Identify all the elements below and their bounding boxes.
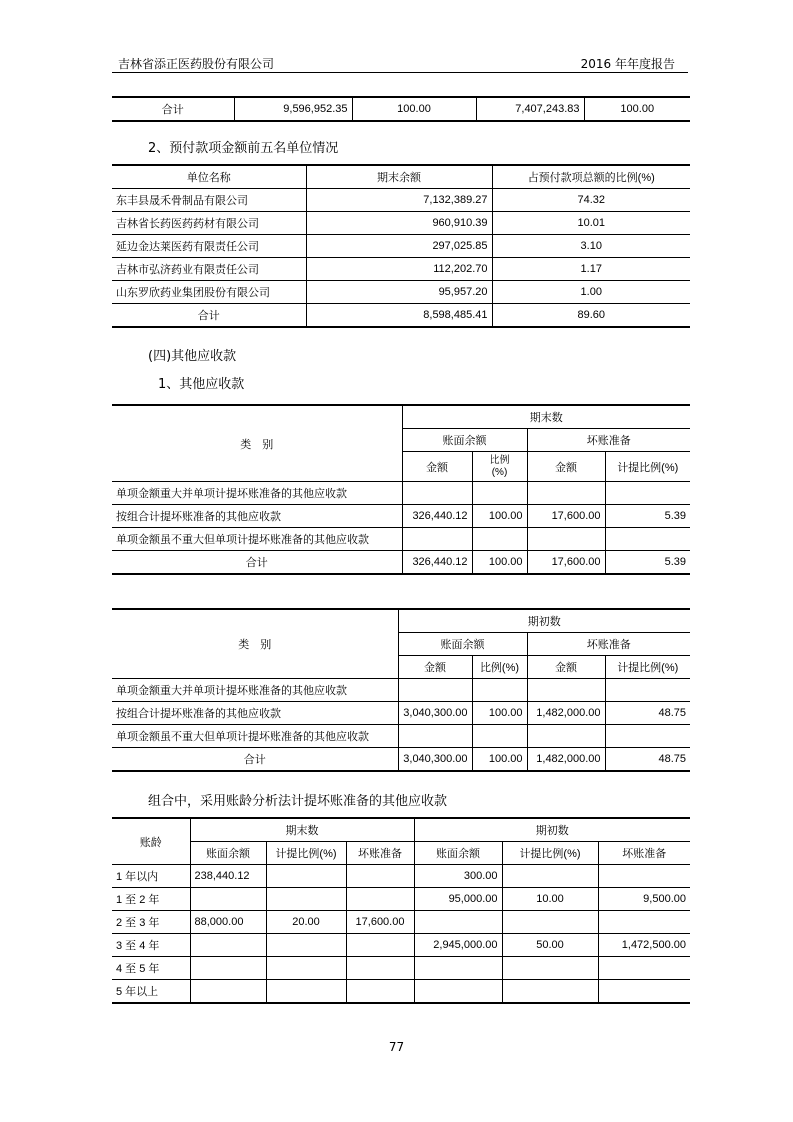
cell	[605, 679, 690, 702]
total-cell: 7,407,243.83	[476, 97, 584, 121]
cell: 2,945,000.00	[414, 934, 502, 957]
cell: 960,910.39	[306, 212, 492, 235]
cell: 50.00	[502, 934, 598, 957]
table-header-row	[112, 405, 690, 429]
cell: 20.00	[266, 911, 346, 934]
cell: 5.39	[605, 551, 690, 575]
prior-table-total	[112, 96, 690, 122]
cell: 74.32	[492, 189, 690, 212]
cell: 100.00	[472, 551, 527, 575]
column-header: 账面余额	[414, 842, 502, 865]
table-row	[112, 911, 690, 934]
period-header: 期初数	[398, 609, 690, 633]
cell	[598, 980, 690, 1004]
cell	[190, 957, 266, 980]
table-row	[112, 865, 690, 888]
cell: 3,040,300.00	[398, 748, 472, 772]
cell	[266, 934, 346, 957]
section-title-aging: 组合中，采用账龄分析法计提坏账准备的其他应收款	[148, 794, 448, 809]
prepay-table	[112, 164, 690, 328]
cell	[266, 865, 346, 888]
section-title-other-receivables: (四)其他应收款	[148, 349, 237, 364]
table-row	[112, 97, 690, 121]
cell: 5.39	[605, 505, 690, 528]
column-header: 计提比例(%)	[605, 656, 690, 679]
table-row	[112, 482, 690, 505]
cell: 17,600.00	[527, 505, 605, 528]
cell: 4 至 5 年	[112, 957, 190, 980]
cell: 297,025.85	[306, 235, 492, 258]
cell	[598, 865, 690, 888]
cell: 吉林市弘济药业有限责任公司	[112, 258, 306, 281]
cell: 1,482,000.00	[527, 748, 605, 772]
column-header: 占预付款项总额的比例(%)	[492, 165, 690, 189]
table-row	[112, 748, 690, 772]
table-row	[112, 281, 690, 304]
cell	[598, 911, 690, 934]
company-name: 吉林省添正医药股份有限公司	[118, 57, 275, 71]
cell: 3,040,300.00	[398, 702, 472, 725]
column-header: 金额	[398, 656, 472, 679]
cell	[346, 888, 414, 911]
cell: 合计	[112, 304, 306, 328]
cell	[605, 482, 690, 505]
section-title-prepay: 2、预付款项金额前五名单位情况	[148, 141, 339, 156]
cell	[502, 957, 598, 980]
column-header: 比例(%)	[472, 656, 527, 679]
book-balance-header: 账面余额	[398, 633, 527, 656]
cell	[598, 957, 690, 980]
cell: 1,482,000.00	[527, 702, 605, 725]
cell: 10.01	[492, 212, 690, 235]
cell	[414, 957, 502, 980]
cell: 100.00	[472, 748, 527, 772]
column-header: 计提比例(%)	[605, 452, 690, 482]
ratio-unit: (%)	[491, 466, 508, 478]
cell: 1,472,500.00	[598, 934, 690, 957]
cell	[414, 911, 502, 934]
cell	[527, 528, 605, 551]
cell	[527, 679, 605, 702]
table-header-row	[112, 609, 690, 633]
table-row	[112, 702, 690, 725]
cell: 东丰县晟禾骨制品有限公司	[112, 189, 306, 212]
cell	[346, 934, 414, 957]
column-header: 坏账准备	[598, 842, 690, 865]
column-header: 计提比例(%)	[502, 842, 598, 865]
table-row	[112, 235, 690, 258]
cell: 95,000.00	[414, 888, 502, 911]
cell: 112,202.70	[306, 258, 492, 281]
table-row	[112, 957, 690, 980]
cell: 单项金额重大并单项计提坏账准备的其他应收款	[112, 679, 398, 702]
begin-period-table	[112, 608, 690, 772]
column-header	[472, 452, 527, 482]
cell: 95,957.20	[306, 281, 492, 304]
cell	[502, 980, 598, 1004]
page-number: 77	[388, 1040, 405, 1054]
cell	[605, 528, 690, 551]
cell: 合计	[112, 551, 402, 575]
report-title: 2016 年年度报告	[580, 57, 675, 71]
cell: 1.00	[492, 281, 690, 304]
cell: 合计	[112, 748, 398, 772]
cell: 10.00	[502, 888, 598, 911]
cell	[190, 980, 266, 1004]
cell: 按组合计提坏账准备的其他应收款	[112, 702, 398, 725]
table-row	[112, 679, 690, 702]
cell	[190, 888, 266, 911]
total-cell: 9,596,952.35	[234, 97, 352, 121]
category-header: 类 别	[112, 609, 398, 679]
aging-table	[112, 817, 690, 1004]
table-row	[112, 980, 690, 1004]
table-row	[112, 888, 690, 911]
table-row	[112, 725, 690, 748]
cell: 48.75	[605, 748, 690, 772]
cell	[346, 980, 414, 1004]
category-header: 类 别	[112, 405, 402, 482]
cell: 2 至 3 年	[112, 911, 190, 934]
cell: 89.60	[492, 304, 690, 328]
end-period-header: 期末数	[190, 818, 414, 842]
cell	[472, 528, 527, 551]
cell: 1 至 2 年	[112, 888, 190, 911]
table-row	[112, 304, 690, 328]
cell: 吉林省长药医药药材有限公司	[112, 212, 306, 235]
cell: 100.00	[472, 505, 527, 528]
cell: 3.10	[492, 235, 690, 258]
cell: 326,440.12	[402, 505, 472, 528]
cell: 延边金达莱医药有限责任公司	[112, 235, 306, 258]
column-header: 坏账准备	[346, 842, 414, 865]
cell	[502, 865, 598, 888]
cell: 按组合计提坏账准备的其他应收款	[112, 505, 402, 528]
column-header: 单位名称	[112, 165, 306, 189]
cell	[502, 911, 598, 934]
header-divider	[112, 72, 688, 73]
bad-debt-header: 坏账准备	[527, 429, 690, 452]
cell: 7,132,389.27	[306, 189, 492, 212]
bad-debt-header: 坏账准备	[527, 633, 690, 656]
cell: 88,000.00	[190, 911, 266, 934]
cell	[346, 957, 414, 980]
age-header: 账龄	[112, 818, 190, 865]
cell: 17,600.00	[527, 551, 605, 575]
cell	[527, 725, 605, 748]
cell	[266, 957, 346, 980]
cell	[266, 980, 346, 1004]
cell	[398, 679, 472, 702]
column-header: 账面余额	[190, 842, 266, 865]
cell: 单项金额重大并单项计提坏账准备的其他应收款	[112, 482, 402, 505]
begin-period-header: 期初数	[414, 818, 690, 842]
cell: 1 年以内	[112, 865, 190, 888]
cell: 单项金额虽不重大但单项计提坏账准备的其他应收款	[112, 528, 402, 551]
table-header-row	[112, 165, 690, 189]
cell: 48.75	[605, 702, 690, 725]
cell	[414, 980, 502, 1004]
table-row	[112, 551, 690, 575]
cell	[472, 725, 527, 748]
cell	[605, 725, 690, 748]
cell: 1.17	[492, 258, 690, 281]
cell	[346, 865, 414, 888]
column-header: 计提比例(%)	[266, 842, 346, 865]
total-label: 合计	[112, 97, 234, 121]
cell: 9,500.00	[598, 888, 690, 911]
period-header: 期末数	[402, 405, 690, 429]
cell: 326,440.12	[402, 551, 472, 575]
cell: 17,600.00	[346, 911, 414, 934]
cell	[402, 482, 472, 505]
subsection-title: 1、其他应收款	[158, 377, 245, 392]
ratio-label: 比例	[489, 454, 510, 466]
cell	[402, 528, 472, 551]
table-row	[112, 505, 690, 528]
table-row	[112, 258, 690, 281]
cell	[472, 482, 527, 505]
total-cell: 100.00	[352, 97, 476, 121]
table-row	[112, 212, 690, 235]
cell: 300.00	[414, 865, 502, 888]
cell	[527, 482, 605, 505]
column-header: 期末余额	[306, 165, 492, 189]
column-header: 金额	[527, 452, 605, 482]
cell	[398, 725, 472, 748]
total-cell: 100.00	[584, 97, 690, 121]
table-header-row	[112, 842, 690, 865]
table-row	[112, 189, 690, 212]
table-row	[112, 528, 690, 551]
cell: 8,598,485.41	[306, 304, 492, 328]
column-header: 金额	[402, 452, 472, 482]
end-period-table	[112, 404, 690, 575]
cell: 山东罗欣药业集团股份有限公司	[112, 281, 306, 304]
table-row	[112, 934, 690, 957]
cell: 单项金额虽不重大但单项计提坏账准备的其他应收款	[112, 725, 398, 748]
cell	[266, 888, 346, 911]
cell: 3 至 4 年	[112, 934, 190, 957]
cell: 5 年以上	[112, 980, 190, 1004]
cell	[190, 934, 266, 957]
table-header-row	[112, 818, 690, 842]
cell: 238,440.12	[190, 865, 266, 888]
cell	[472, 679, 527, 702]
cell: 100.00	[472, 702, 527, 725]
column-header: 金额	[527, 656, 605, 679]
book-balance-header: 账面余额	[402, 429, 527, 452]
